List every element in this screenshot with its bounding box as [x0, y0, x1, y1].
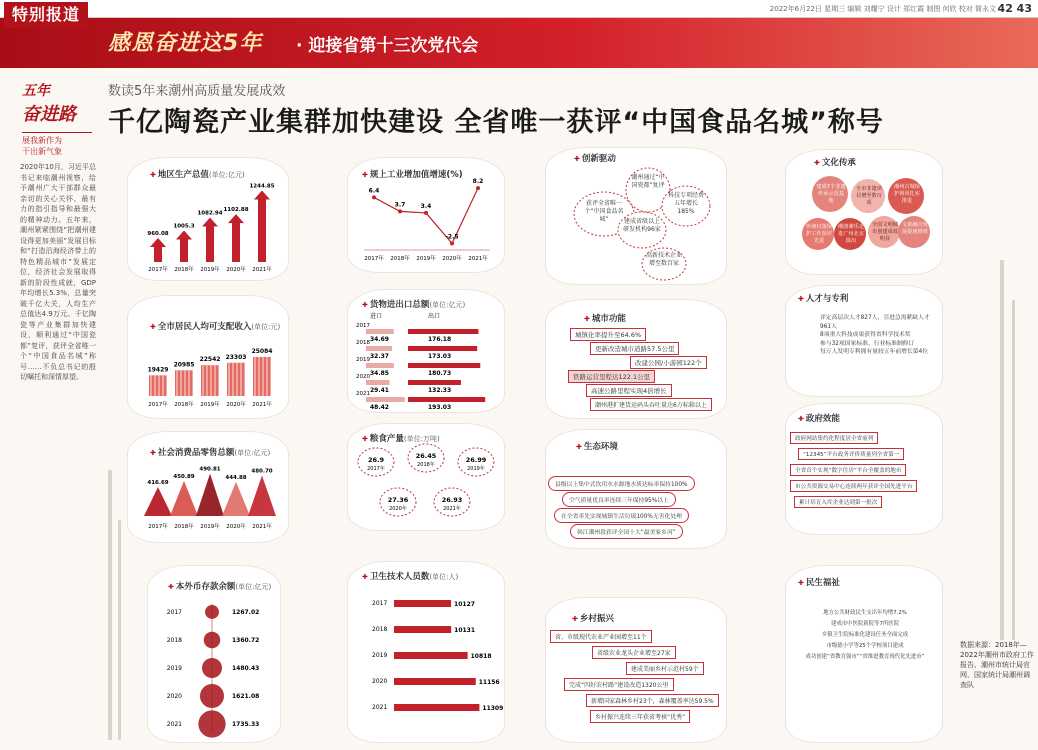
logo-line-4: 干出新气象 — [22, 147, 62, 156]
panel-talent — [786, 286, 942, 396]
panel-title: ✚ 规上工业增加值增速(%) — [362, 168, 463, 180]
gdp-bar — [154, 246, 162, 262]
innovation-item: 获评全省唯一个“中国食品名城” — [584, 200, 624, 223]
ecology-item: 在全省率先实现城镇生活垃圾100%无害化处理 — [554, 508, 689, 523]
panel-culture — [786, 150, 942, 274]
gdp-bar-arrow — [150, 238, 166, 247]
panel-title: ✚ 创新驱动 — [574, 152, 616, 164]
income-bar — [227, 363, 245, 396]
gov-item: “12345”平台政务评价质量列全省第一 — [798, 448, 904, 460]
gdp-value-label: 1082.94 — [197, 210, 223, 217]
panel-deposits — [148, 566, 280, 742]
panel-government — [786, 404, 942, 534]
gdp-value-label: 1244.85 — [249, 183, 275, 190]
trade-import-bar — [366, 380, 390, 385]
gdp-bar-arrow — [254, 191, 270, 200]
gdp-bar — [232, 222, 240, 262]
grain-year-label: 2020年 — [389, 506, 407, 512]
innovation-item: 高新技术企业增至数百家 — [646, 252, 683, 267]
grain-value-label: 26.45 — [415, 452, 437, 460]
gdp-bar-arrow — [202, 218, 218, 227]
deposits-circle — [200, 684, 224, 708]
retail-category-label: 2020年 — [226, 524, 246, 530]
industry-category-label: 2017年 — [364, 256, 384, 262]
gdp-category-label: 2021年 — [252, 267, 272, 273]
health-year-label: 2017 — [372, 600, 388, 607]
income-value-label: 20985 — [173, 361, 195, 369]
gdp-bar — [180, 238, 188, 262]
trade-year-label: 2020 — [356, 374, 370, 380]
campaign-logo — [22, 80, 92, 157]
gdp-value-label: 960.08 — [147, 230, 169, 237]
culture-bubbles — [786, 150, 942, 274]
bamboo-decoration — [108, 470, 112, 740]
industry-category-label: 2020年 — [442, 256, 462, 262]
trade-export-label: 132.33 — [428, 387, 452, 394]
income-category-label: 2021年 — [252, 402, 272, 408]
trade-import-label: 32.37 — [370, 353, 389, 360]
city-item: 潮州港扩建货运码头吞吐量达6万标箱以上 — [590, 398, 712, 411]
health-bar — [394, 652, 468, 659]
trade-col-export: 出口 — [428, 313, 441, 320]
trade-export-bar — [408, 363, 480, 368]
health-bar — [394, 626, 451, 633]
grain-year-label: 2021年 — [443, 506, 461, 512]
deposits-year-label: 2021 — [166, 721, 182, 728]
gdp-category-label: 2018年 — [174, 267, 194, 273]
trade-import-bar — [366, 397, 405, 402]
trade-export-label: 180.73 — [428, 370, 452, 377]
city-item: 更新改造城市道路57.5公里 — [590, 342, 679, 355]
talent-line: 每万人发明专利拥有量较五年前增长第4位 — [820, 349, 929, 355]
income-value-label: 22542 — [199, 356, 221, 364]
bamboo-decoration — [118, 520, 121, 740]
grain-value-label: 26.99 — [465, 456, 487, 464]
income-bar — [175, 370, 193, 396]
gov-item: 市公共资源交易中心连续两年获评全国先进平台 — [790, 480, 917, 492]
page-headline: 千亿陶瓷产业集群加快建设 全省唯一获评“中国食品名城”称号 — [108, 107, 884, 138]
gdp-value-label: 1005.3 — [173, 223, 195, 230]
rural-item: 完成“四好农村路”建设改造1320公里 — [564, 678, 674, 691]
industry-line — [374, 188, 478, 243]
trade-export-bar — [408, 329, 478, 334]
talent-line: 评定高层次人才827人，引进急需紧缺人才961人 — [820, 315, 930, 330]
talent-text — [820, 314, 932, 357]
industry-value-label: 6.4 — [368, 187, 380, 195]
retail-value-label: 480.70 — [251, 468, 273, 475]
deposits-value-label: 1621.08 — [232, 693, 260, 700]
income-bar — [149, 375, 167, 396]
panel-income — [128, 296, 288, 418]
talent-line: 参与32项国家标准、行业标准制修订 — [820, 340, 915, 347]
panel-trade — [348, 290, 504, 412]
industry-value-label: -2.5 — [445, 233, 459, 241]
panel-title: ✚ 社会消费品零售总额(单位:亿元) — [150, 446, 270, 458]
panel-title: ✚ 城市功能 — [584, 312, 626, 324]
industry-value-label: 3.7 — [394, 201, 406, 209]
panel-rural — [546, 598, 726, 742]
industry-point — [450, 241, 454, 245]
innovation-item: 潮州通过“中国瓷都”复评 — [631, 174, 665, 189]
retail-category-label: 2018年 — [174, 524, 194, 530]
industry-category-label: 2018年 — [390, 256, 410, 262]
deposits-chart — [148, 566, 280, 742]
trade-export-label: 193.03 — [428, 404, 452, 411]
panel-title: ✚ 粮食产量(单位:万吨) — [362, 432, 440, 444]
grain-year-label: 2017年 — [367, 466, 385, 472]
income-category-label: 2017年 — [148, 402, 168, 408]
health-value-label: 10818 — [470, 653, 492, 660]
gdp-bar — [258, 199, 266, 262]
health-value-label: 10131 — [454, 627, 476, 634]
trade-import-bar — [366, 363, 394, 368]
culture-item: 全市非遗项目增至数百项 — [856, 186, 882, 206]
page-subtitle: 数读5年来潮州高质量发展成效 — [108, 84, 286, 99]
industry-value-label: 8.2 — [472, 178, 484, 186]
livelihood-line: 地方公共财政民生支出年均增7.2% — [823, 610, 907, 616]
retail-triangle — [222, 482, 250, 516]
trade-import-label: 34.85 — [370, 370, 389, 377]
livelihood-text — [792, 608, 938, 663]
culture-item: 全国文明城市创建成效明显 — [872, 222, 898, 242]
retail-category-label: 2021年 — [252, 524, 272, 530]
income-bar — [201, 365, 219, 396]
livelihood-line: 成功创建“省教育强市”“省推进教育现代化先进市” — [805, 654, 925, 660]
retail-value-label: 490.81 — [199, 466, 221, 473]
panel-title: ✚ 乡村振兴 — [572, 612, 614, 624]
health-bar — [394, 600, 451, 607]
ecology-item: 空气质量优良率连续三年保持95%以上 — [562, 492, 676, 507]
panel-title: ✚ 卫生技术人员数(单位:人) — [362, 570, 458, 582]
gdp-category-label: 2020年 — [226, 267, 246, 273]
livelihood-line: 建成市中医院新院等7所医院 — [830, 621, 900, 627]
panel-title: ✚ 政府效能 — [798, 412, 840, 424]
deposits-value-label: 1360.72 — [232, 637, 260, 644]
culture-item: 文旅融合发展提速增效 — [902, 222, 928, 235]
gov-item: 全省首个实现“数字住房”平台全覆盖的地市 — [790, 464, 906, 476]
rural-item: 建成美丽乡村示范村59个 — [626, 662, 704, 675]
trade-export-bar — [408, 346, 477, 351]
culture-item: 建成7个非遗传承示范基地 — [816, 184, 846, 204]
income-value-label: 25084 — [251, 347, 273, 355]
city-item: 改建公园/小游园122个 — [630, 356, 707, 369]
ecology-item: 韩江潮州段获评全国十大“最美家乡河” — [570, 524, 683, 539]
deposits-year-label: 2020 — [166, 693, 182, 700]
gov-item: 累计培育入库企业达到第一批次 — [794, 496, 882, 508]
city-item: 高速公路里程实现4倍增长 — [586, 384, 672, 397]
panel-gdp — [128, 158, 288, 280]
income-category-label: 2020年 — [226, 402, 246, 408]
gov-item: 政府网站集约化程度居全省前列 — [790, 432, 878, 444]
trade-import-label: 29.41 — [370, 387, 389, 394]
innovation-item: 科技专项经费五年增长185% — [667, 192, 704, 215]
health-value-label: 10127 — [454, 601, 475, 608]
retail-value-label: 444.88 — [225, 474, 247, 481]
trade-import-label: 48.42 — [370, 404, 389, 411]
rural-item: 省、市级现代农业产业园增至11个 — [550, 630, 652, 643]
logo-line-2: 奋进路 — [22, 104, 76, 125]
rural-item: 省级农业龙头企业增至27家 — [592, 646, 676, 659]
talent-line: 8项重大科技成果获得省科学技术奖 — [820, 332, 911, 338]
panel-title: ✚ 人才与专利 — [798, 292, 848, 304]
industry-point — [476, 186, 480, 190]
intro-text: 2020年10月，习近平总书记来临潮州视察，给予潮州广大干部群众最亲切的关心关怀、最有力的指引指导和最强大的精神动力。五年来，潮州紧紧围绕“把潮州建设得更加美丽”发展目标和“打造沿海经济带上的特色精品城市”发展定位，经济社会发展取得新的阶段性成就，GDP年均增长5.3%，总量突破千亿大关，人均生产总值达4.9万元。千亿陶瓷等产业集群加快建设，顺利通过“中国瓷都”复评，获评全省唯一个“中国食品名城”称号……不负总书记的殷切嘱托和深情厚望。 — [20, 163, 96, 381]
trade-year-label: 2017 — [356, 323, 370, 329]
logo-line-3: 展我新作为 — [22, 132, 92, 146]
rural-item: 乡村振兴连续三年获省考核“优秀” — [590, 710, 690, 723]
panel-title: ✚ 文化传承 — [814, 156, 856, 168]
grain-value-label: 26.93 — [441, 496, 463, 504]
panel-title: ✚ 民生福祉 — [798, 576, 840, 588]
health-bar — [394, 678, 476, 685]
trade-year-label: 2019 — [356, 357, 370, 363]
deposits-year-label: 2019 — [166, 665, 182, 672]
retail-value-label: 416.69 — [147, 479, 169, 486]
health-year-label: 2021 — [372, 704, 388, 711]
industry-point — [372, 195, 376, 199]
deposits-circle — [205, 605, 219, 619]
panel-ecology — [546, 430, 726, 548]
deposits-value-label: 1480.43 — [232, 665, 260, 672]
trade-export-bar — [408, 380, 461, 385]
page-meta: 2022年6月22日 星期三 编辑 刘耀宁 设计 郑红霞 制图 何欣 校对 简永文 — [769, 5, 996, 13]
panel-title: ✚ 地区生产总值(单位:亿元) — [150, 168, 245, 180]
gdp-bar-arrow — [228, 214, 244, 223]
panel-title: ✚ 生态环境 — [576, 440, 618, 452]
health-bar — [394, 704, 479, 711]
data-source: 数据来源：2018年—2022年潮州市政府工作报告、潮州市统计局官网、国家统计局潮州调查队 — [960, 641, 1034, 689]
city-item: 城镇化率提升至64.6% — [570, 328, 646, 341]
panel-city — [546, 300, 726, 418]
innovation-item: 建成省级以上研发机构96家 — [623, 218, 661, 233]
city-item: 铁路运营里程达122.1公里 — [568, 370, 655, 383]
trade-year-label: 2018 — [356, 340, 370, 346]
grain-year-label: 2019年 — [467, 466, 485, 472]
deposits-value-label: 1735.33 — [232, 721, 260, 728]
panel-livelihood — [786, 566, 942, 742]
trade-col-import: 进口 — [370, 313, 383, 320]
banner-title: 感恩奋进这5年 — [108, 31, 263, 56]
health-chart — [348, 562, 504, 742]
income-category-label: 2018年 — [174, 402, 194, 408]
income-bar — [253, 357, 271, 396]
panel-health — [348, 562, 504, 742]
rural-item: 新增国家森林乡村23个，森林覆盖率达59.5% — [586, 694, 719, 707]
page-numbers: 42 43 — [997, 2, 1032, 15]
panel-title: ✚ 全市居民人均可支配收入(单位:元) — [150, 320, 280, 332]
gdp-bar — [206, 226, 214, 262]
deposits-year-label: 2017 — [166, 609, 182, 616]
deposits-circle — [202, 658, 222, 678]
retail-value-label: 450.89 — [173, 473, 195, 480]
logo-line-1: 五年 — [22, 83, 50, 99]
trade-import-label: 34.69 — [370, 336, 389, 343]
deposits-value-label: 1267.02 — [232, 609, 260, 616]
ecology-item: 县级以上集中式饮用水水源地水质达标率保持100% — [548, 476, 695, 491]
retail-triangle — [248, 475, 276, 516]
grain-value-label: 27.36 — [387, 496, 409, 504]
banner-subtitle: · 迎接省第十三次党代会 — [296, 36, 479, 56]
income-value-label: 23303 — [225, 353, 247, 361]
retail-triangle — [144, 487, 172, 516]
health-year-label: 2020 — [372, 678, 388, 685]
panel-innovation — [546, 148, 726, 284]
livelihood-line: 乡镇卫生院标准化建设任务全面完成 — [821, 632, 909, 638]
industry-point — [424, 211, 428, 215]
retail-triangle — [170, 481, 198, 516]
page-header-bar — [0, 0, 1038, 18]
income-chart — [128, 296, 288, 418]
retail-category-label: 2019年 — [200, 524, 220, 530]
culture-item: 传统村落保护工作获评先进 — [806, 224, 832, 244]
trade-export-label: 173.03 — [428, 353, 452, 360]
panel-industry — [348, 158, 504, 272]
deposits-circle — [204, 632, 221, 649]
gdp-bar-arrow — [176, 230, 192, 239]
gdp-value-label: 1102.88 — [223, 207, 249, 214]
deposits-year-label: 2018 — [166, 637, 182, 644]
culture-item: 潮剧潮乐走进广州北京演出 — [838, 224, 864, 244]
section-tag: 特别报道 — [4, 2, 88, 28]
trade-export-label: 176.18 — [428, 336, 452, 343]
livelihood-line: 市级德小学等25个学校项目建成 — [826, 643, 904, 649]
panel-title: ✚ 本外币存款余额(单位:亿元) — [168, 580, 271, 592]
industry-point — [398, 209, 402, 213]
trade-year-label: 2021 — [356, 391, 370, 397]
industry-value-label: 3.4 — [420, 202, 432, 210]
gdp-category-label: 2017年 — [148, 267, 168, 273]
gdp-category-label: 2019年 — [200, 267, 220, 273]
innovation-cloud-shapes — [546, 148, 726, 284]
health-year-label: 2018 — [372, 626, 388, 633]
income-category-label: 2019年 — [200, 402, 220, 408]
panel-title: ✚ 货物进出口总额(单位:亿元) — [362, 298, 465, 310]
grain-year-label: 2018年 — [417, 462, 435, 468]
culture-item: 潮州古城保护利用扎实推进 — [894, 184, 920, 204]
trade-import-bar — [366, 329, 394, 334]
retail-category-label: 2017年 — [148, 524, 168, 530]
bamboo-decoration — [1000, 260, 1004, 640]
panel-grain — [348, 424, 504, 530]
income-value-label: 19429 — [147, 366, 169, 374]
health-year-label: 2019 — [372, 652, 388, 659]
bamboo-decoration — [1012, 300, 1015, 640]
health-value-label: 11156 — [478, 679, 500, 686]
industry-category-label: 2021年 — [468, 256, 488, 262]
health-value-label: 11309 — [482, 705, 504, 712]
trade-import-bar — [366, 346, 392, 351]
retail-triangle — [196, 474, 224, 516]
industry-category-label: 2019年 — [416, 256, 436, 262]
grain-value-label: 26.9 — [367, 456, 385, 464]
deposits-circle — [198, 710, 225, 737]
trade-export-bar — [408, 397, 485, 402]
panel-retail — [128, 432, 288, 542]
